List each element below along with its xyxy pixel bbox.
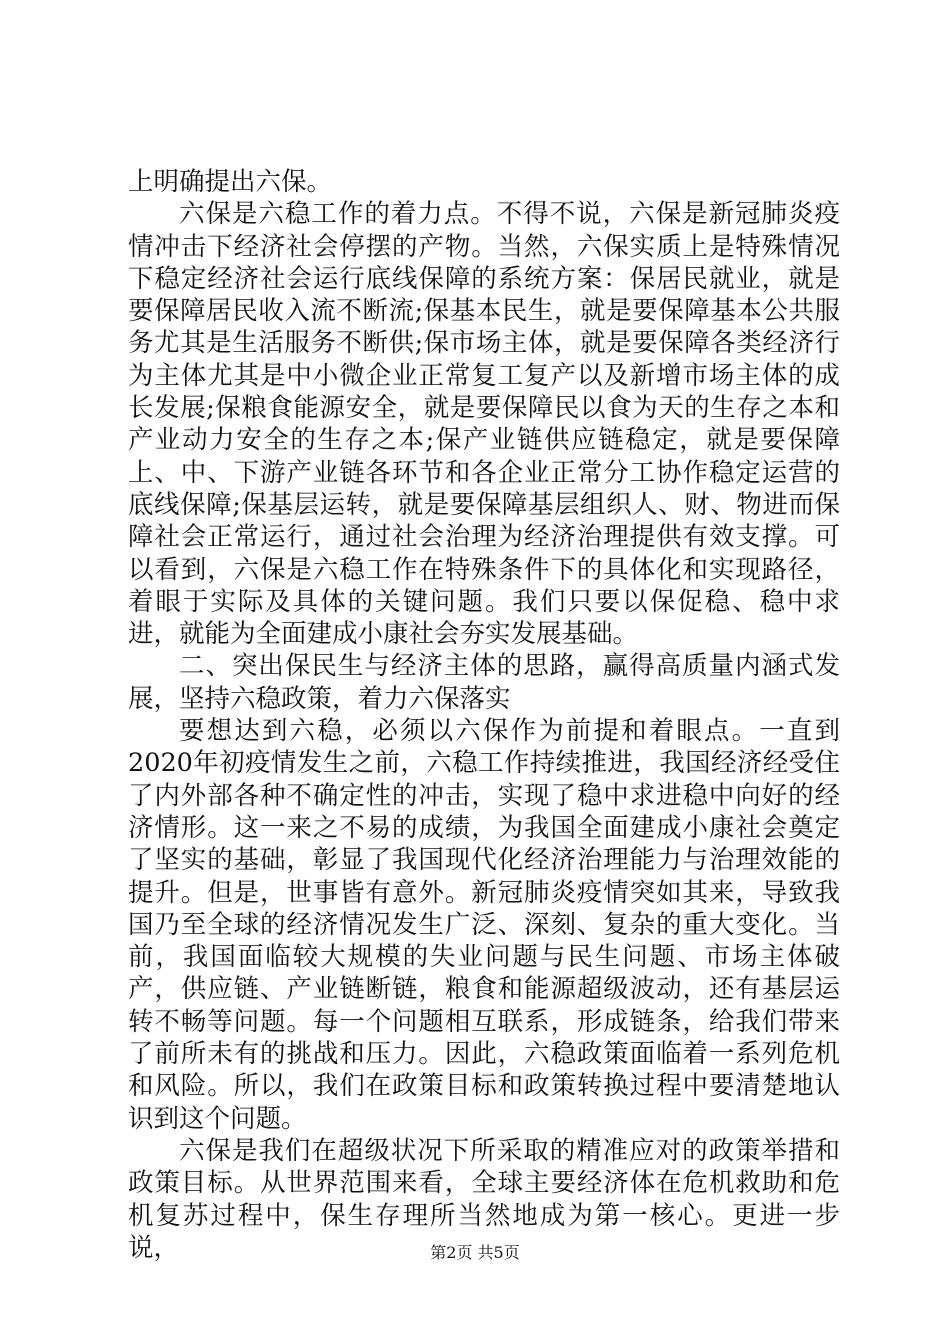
paragraph: 六保是我们在超级状况下所采取的精准应对的政策举措和政策目标。从世界范围来看，全球主要经济体在危机救助和危机复苏过程中，保生存理所当然地成为第一核心。更进一步说，	[128, 1135, 840, 1263]
section-heading: 二、突出保民生与经济主体的思路，赢得高质量内涵式发展，坚持六稳政策，着力六保落实	[128, 651, 840, 714]
paragraph: 六保是六稳工作的着力点。不得不说，六保是新冠肺炎疫情冲击下经济社会停摆的产物。当然，六保实质上是特殊情况下稳定经济社会运行底线保障的系统方案：保居民就业，就是要保障居民收入流不断流;保基本民生，就是要保障基本公共服务尤其是生活服务不断供;保市场主体，就是要保障各类经济行为主体尤其是中小微企业正常复工复产以及新增市场主体的成长发展;保粮食能源安全，就是要保障民以食为天的生存之本和产业动力安全的生存之本;保产业链供应链稳定，就是要保障上、中、下游产业链各环节和各企业正常分工协作稳定运营的底线保障;保基层运转，就是要保障基层组织人、财、物进而保障社会正常运行，通过社会治理为经济治理提供有效支撑。可以看到，六保是六稳工作在特殊条件下的具体化和实现路径，着眼于实际及具体的关键问题。我们只要以保促稳、稳中求进，就能为全面建成小康社会夯实发展基础。	[128, 199, 840, 650]
paragraph: 要想达到六稳，必须以六保作为前提和着眼点。一直到2020年初疫情发生之前，六稳工作持续推进，我国经济经受住了内外部各种不确定性的冲击，实现了稳中求进稳中向好的经济情形。这一来之不易的成绩，为我国全面建成小康社会奠定了坚实的基础，彰显了我国现代化经济治理能力与治理效能的提升。但是，世事皆有意外。新冠肺炎疫情突如其来，导致我国乃至全球的经济情况发生广泛、深刻、复杂的重大变化。当前，我国面临较大规模的失业问题与民生问题、市场主体破产，供应链、产业链断链，粮食和能源超级波动，还有基层运转不畅等问题。每一个问题相互联系，形成链条，给我们带来了前所未有的挑战和压力。因此，六稳政策面临着一系列危机和风险。所以，我们在政策目标和政策转换过程中要清楚地认识到这个问题。	[128, 716, 840, 1134]
document-body	[128, 166, 840, 1264]
page-number-footer: 第2页 共5页	[430, 1243, 520, 1262]
paragraph: 上明确提出六保。	[128, 167, 333, 197]
